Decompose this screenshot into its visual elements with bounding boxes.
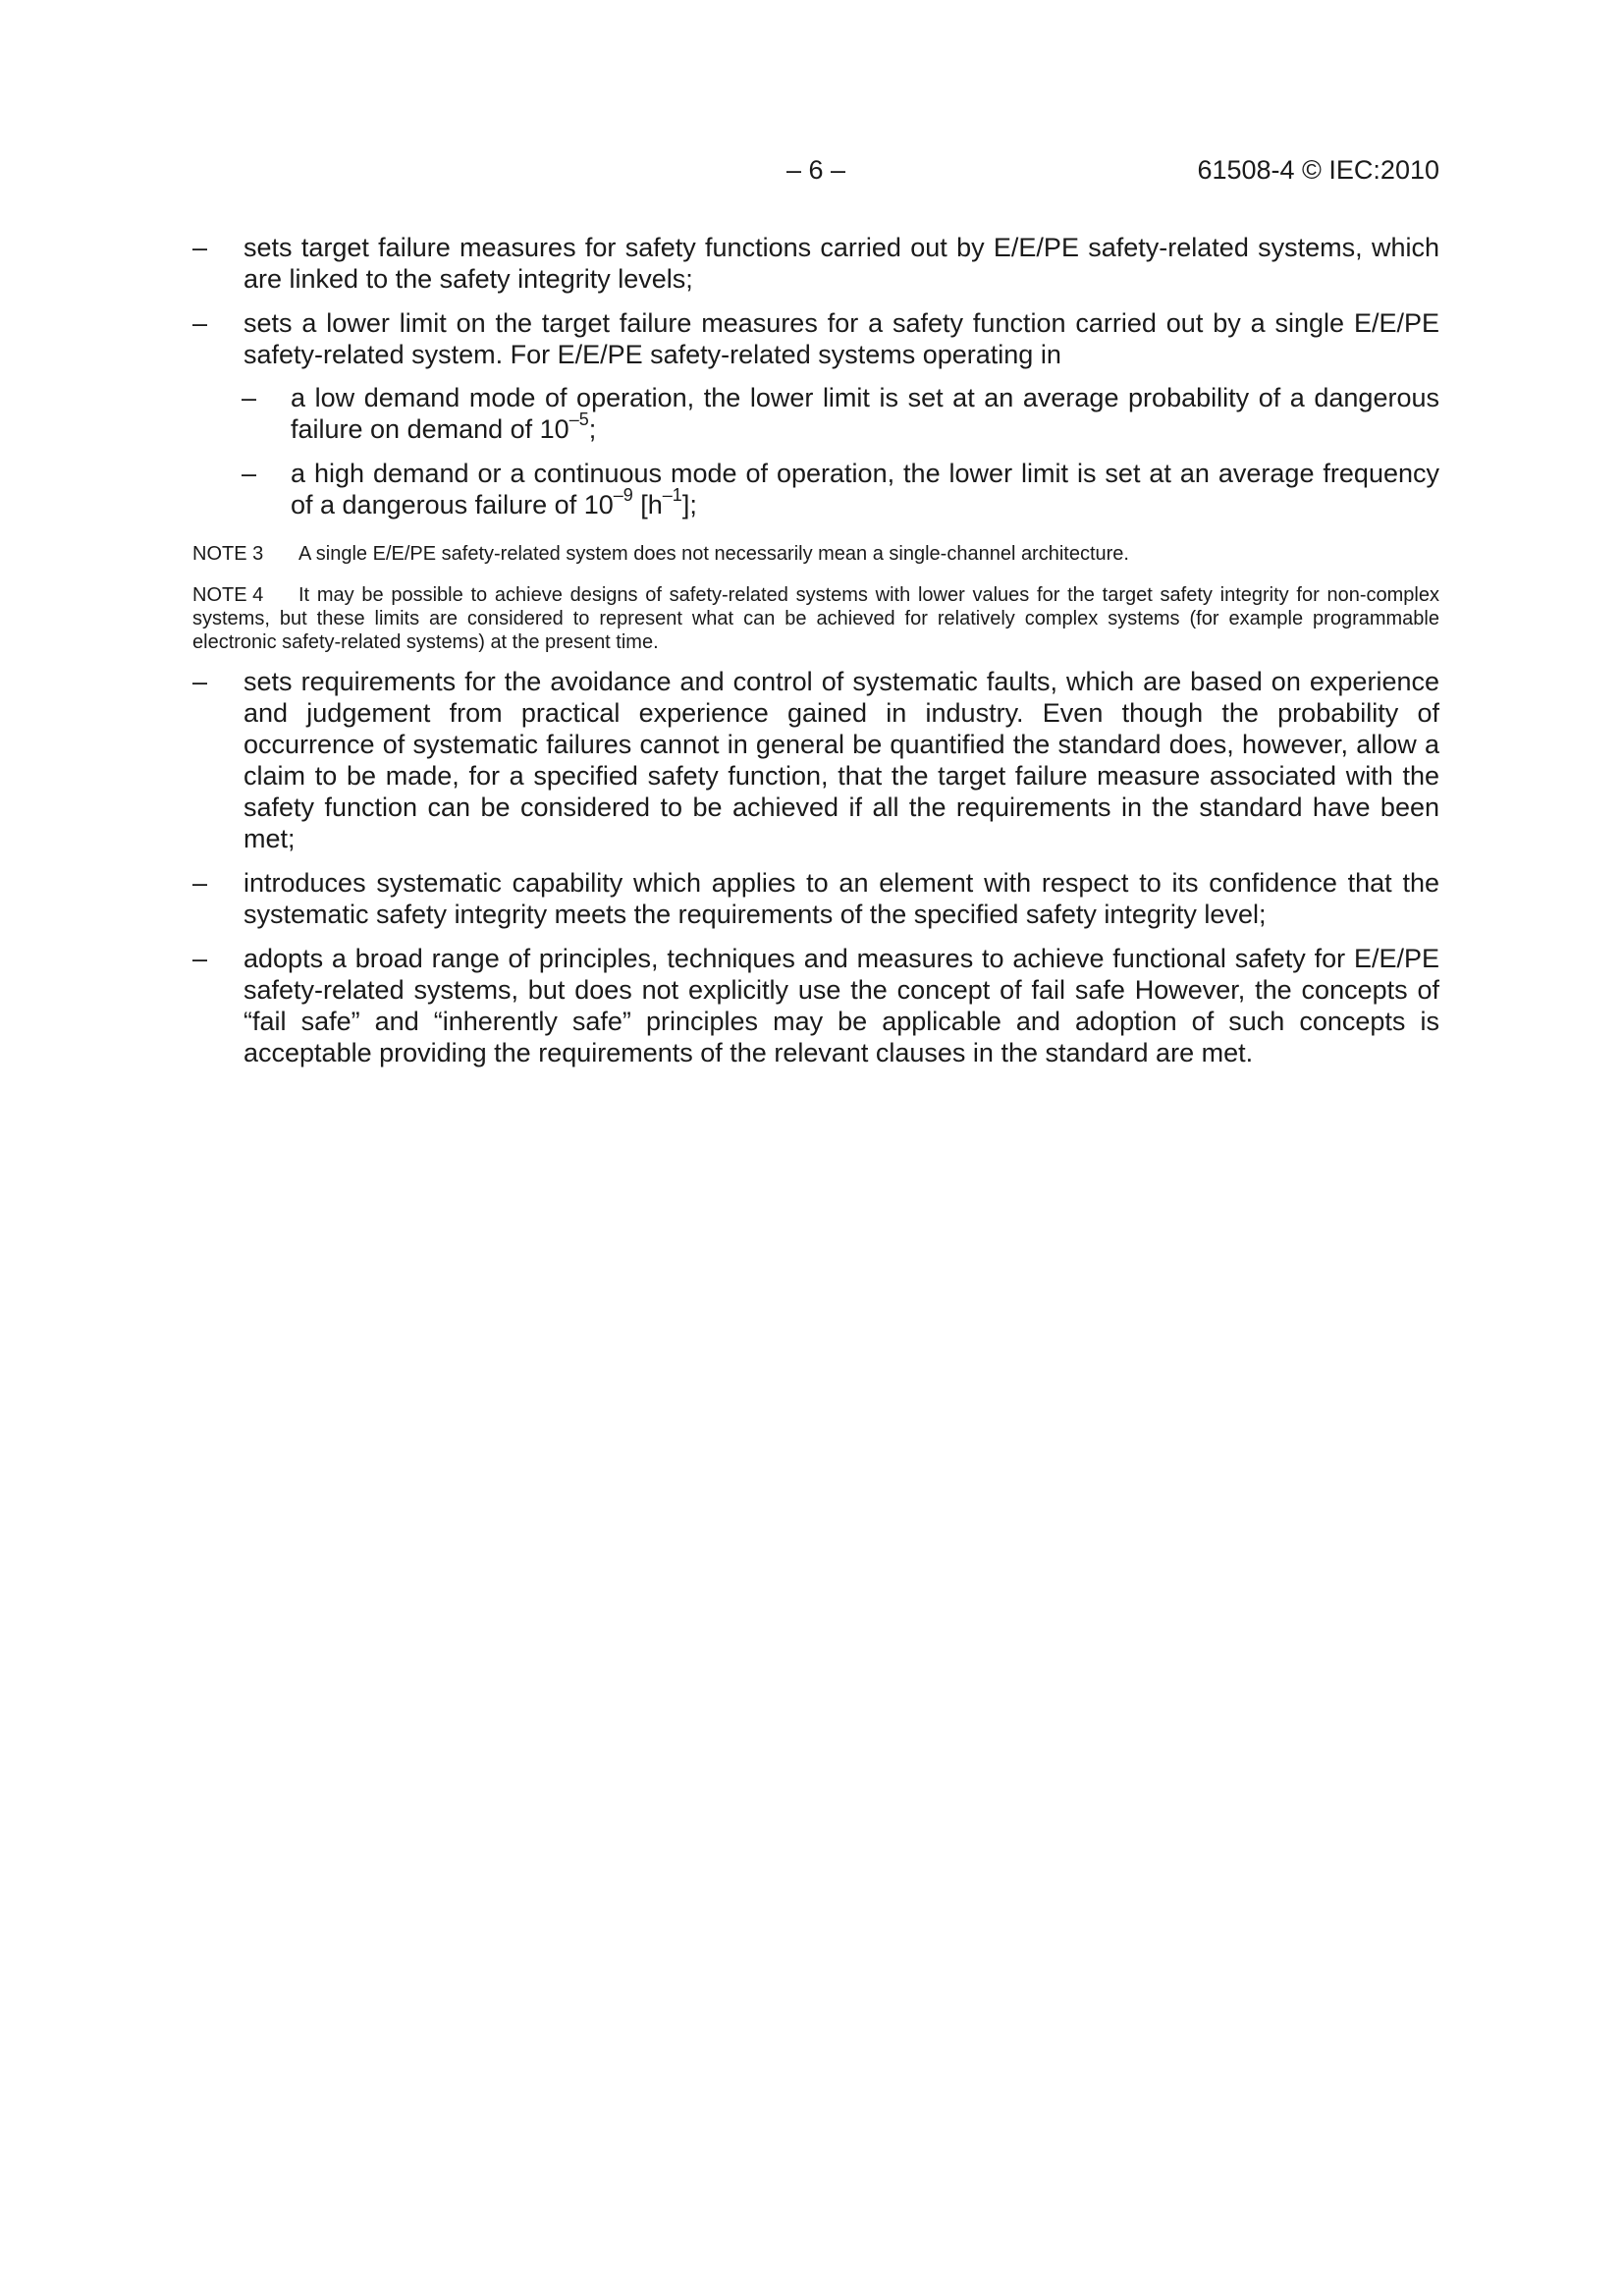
sub-list-item bbox=[192, 382, 1439, 445]
list-item-text: sets target failure measures for safety functions carried out by E/E/PE safety-related systems, which are linked to the safety integrity levels; bbox=[243, 233, 1439, 294]
list-item-text: introduces systematic capability which applies to an element with respect to its confidence that the systematic safety integrity meets the requirements of the specified safety integrity level; bbox=[243, 868, 1439, 929]
sub-list-item-text-end: ]; bbox=[681, 490, 697, 519]
list-item-text: sets a lower limit on the target failure measures for a safety function carried out by a single E/E/PE safety-related system. For E/E/PE safety-related systems operating in bbox=[243, 308, 1439, 369]
sub-list-item-text: a high demand or a continuous mode of operation, the lower limit is set at an average frequency of a dangerous failure of 10 bbox=[291, 459, 1439, 519]
note-text: A single E/E/PE safety-related system does not necessarily mean a single-channel architecture. bbox=[298, 543, 1129, 565]
list-item bbox=[192, 232, 1439, 295]
list-item-text: sets requirements for the avoidance and control of systematic faults, which are based on experience and judgement from practical experience gained in industry. Even though the probability of occurrence of systematic failures cannot in general be quantified the standard does, however, allow a claim to be made, for a specified safety function, that the target failure measure associated with the safety function can be considered to be achieved if all the requirements in the standard have been met; bbox=[243, 667, 1439, 853]
list-item bbox=[192, 307, 1439, 370]
list-item bbox=[192, 666, 1439, 854]
dash-bullet: – bbox=[192, 667, 208, 696]
note-3 bbox=[192, 542, 1439, 566]
sub-list-item-text-end: ; bbox=[588, 414, 597, 444]
page-header bbox=[192, 155, 1439, 191]
note-label: NOTE 4 bbox=[192, 584, 264, 606]
note-4 bbox=[192, 583, 1439, 654]
dash-bullet: – bbox=[242, 383, 257, 412]
dash-bullet: – bbox=[192, 233, 208, 262]
page-number: – 6 – bbox=[785, 155, 846, 185]
sub-list-item-text: a low demand mode of operation, the lower limit is set at an average probability of a dangerous failure on demand of 10 bbox=[291, 383, 1439, 444]
exponent: –5 bbox=[568, 410, 589, 429]
list-item bbox=[192, 943, 1439, 1068]
exponent: –1 bbox=[662, 485, 682, 505]
dash-bullet: – bbox=[242, 459, 257, 488]
list-item bbox=[192, 867, 1439, 930]
document-reference: 61508-4 © IEC:2010 bbox=[1197, 155, 1439, 185]
sub-list-item-text-mid: [h bbox=[632, 490, 663, 519]
exponent: –9 bbox=[613, 485, 633, 505]
note-label: NOTE 3 bbox=[192, 543, 264, 565]
dash-bullet: – bbox=[192, 308, 208, 338]
page-body bbox=[192, 232, 1439, 1081]
dash-bullet: – bbox=[192, 944, 208, 973]
note-text: It may be possible to achieve designs of safety-related systems with lower values for the target safety integrity for non-complex systems, but these limits are considered to represent what can be achieved for relatively complex systems (for example programmable electronic safety-related systems) at the present time. bbox=[192, 584, 1439, 653]
dash-bullet: – bbox=[192, 868, 208, 898]
sub-list-item bbox=[192, 458, 1439, 520]
list-item-text: adopts a broad range of principles, techniques and measures to achieve functional safety for E/E/PE safety-related systems, but does not explicitly use the concept of fail safe However, the concepts of “fail safe” and “inherently safe” principles may be applicable and adoption of such concepts is acceptable providing the requirements of the relevant clauses in the standard are met. bbox=[243, 944, 1439, 1067]
